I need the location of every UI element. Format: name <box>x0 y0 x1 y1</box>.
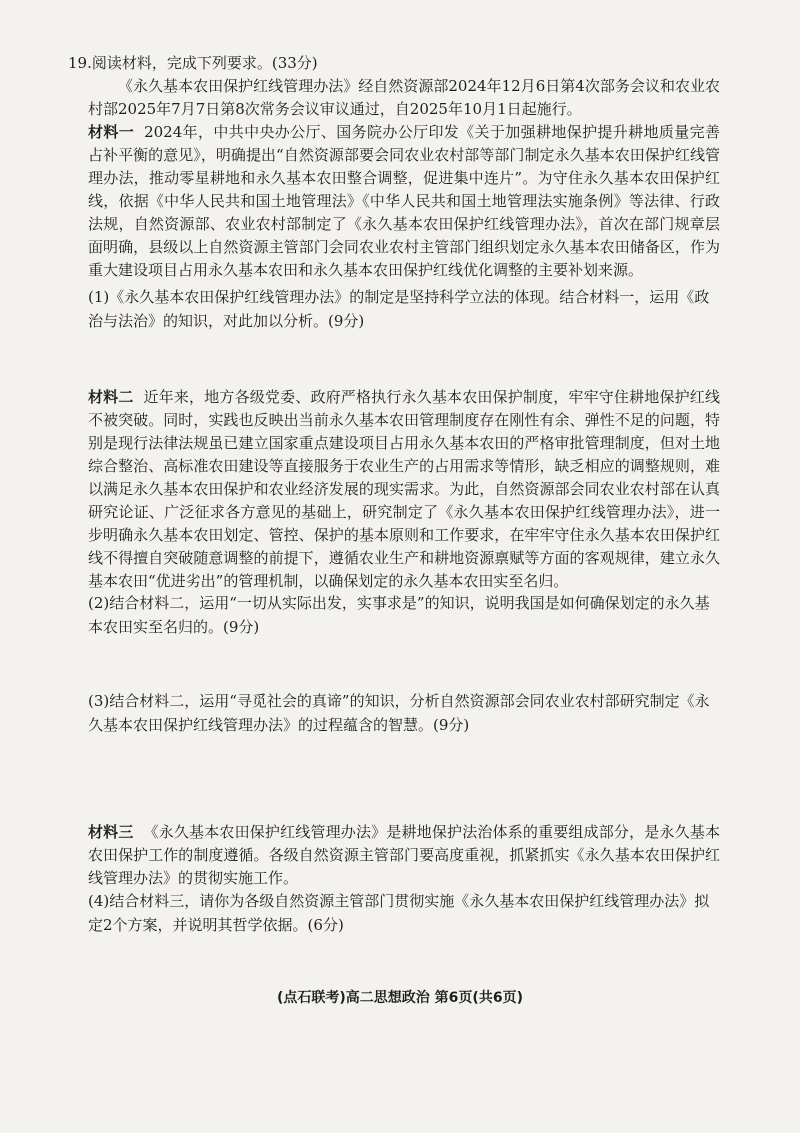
question-number: 19. <box>68 54 92 72</box>
question-intro: 《永久基本农田保护红线管理办法》经自然资源部2024年12月6日第4次部务会议和农业农村部2025年7月7日第8次常务会议审议通过，自2025年10月1日起施行。 <box>88 77 720 118</box>
material-one-label: 材料一 <box>88 123 135 141</box>
subquestion-2: (2)结合材料二，运用“一切从实际出发，实事求是”的知识，说明我国是如何确保划定的永久基本农田实至名归的。(9分) <box>88 594 710 636</box>
question-instruction: 阅读材料，完成下列要求。(33分) <box>91 54 318 72</box>
material-one-text: 2024年，中共中央办公厅、国务院办公厅印发《关于加强耕地保护提升耕地质量完善占补平衡的意见》，明确提出“自然资源部要会同农业农村部等部门制定永久基本农田保护红线管理办法，推动零星耕地和永久基本农田整合调整，促进集中连片”。为守住永久基本农田保护红线，依据《中华人民共和国土地管理法》《中华人民共和国土地管理法实施条例》等法律、行政法规，自然资源部、农业农村部制定了《永久基本农田保护红线管理办法》，首次在部门规章层面明确，县级以上自然资源主管部门会同农业农村主管部门组织划定永久基本农田储备区，作为重大建设项目占用永久基本农田和永久基本农田保护红线优化调整的主要补划来源。 <box>88 123 720 279</box>
subquestion-4: (4)结合材料三，请你为各级自然资源主管部门贯彻实施《永久基本农田保护红线管理办法》拟定2个方案，并说明其哲学依据。(6分) <box>88 892 710 934</box>
subquestion-1: (1)《永久基本农田保护红线管理办法》的制定是坚持科学立法的体现。结合材料一，运用《政治与法治》的知识，对此加以分析。(9分) <box>88 288 710 330</box>
material-two-label: 材料二 <box>88 388 134 406</box>
question-header <box>68 52 728 76</box>
material-two <box>88 386 720 593</box>
material-three <box>88 821 720 890</box>
page-footer: (点石联考)高二思想政治 第6页(共6页) <box>277 990 523 1006</box>
material-three-label: 材料三 <box>88 823 134 841</box>
material-three-text: 《永久基本农田保护红线管理办法》是耕地保护法治体系的重要组成部分，是永久基本农田保护工作的制度遵循。各级自然资源主管部门要高度重视，抓紧抓实《永久基本农田保护红线管理办法》的贯彻实施工作。 <box>88 823 720 887</box>
material-one <box>88 121 720 282</box>
material-two-text: 近年来，地方各级党委、政府严格执行永久基本农田保护制度，牢牢守住耕地保护红线不被突破。同时，实践也反映出当前永久基本农田管理制度存在刚性有余、弹性不足的问题，特别是现行法律法规虽已建立国家重点建设项目占用永久基本农田的严格审批管理制度，但对土地综合整治、高标准农田建设等直接服务于农业生产的占用需求等情形，缺乏相应的调整规则，难以满足永久基本农田保护和农业经济发展的现实需求。为此，自然资源部会同农业农村部在认真研究论证、广泛征求各方意见的基础上，研究制定了《永久基本农田保护红线管理办法》，进一步明确永久基本农田划定、管控、保护的基本原则和工作要求，在牢牢守住永久基本农田保护红线不得擅自突破随意调整的前提下，遵循农业生产和耕地资源禀赋等方面的客观规律，建立永久基本农田“优进劣出”的管理机制，以确保划定的永久基本农田实至名归。 <box>88 388 720 590</box>
subquestion-3: (3)结合材料二，运用“寻觅社会的真谛”的知识，分析自然资源部会同农业农村部研究制定《永久基本农田保护红线管理办法》的过程蕴含的智慧。(9分) <box>88 692 710 734</box>
